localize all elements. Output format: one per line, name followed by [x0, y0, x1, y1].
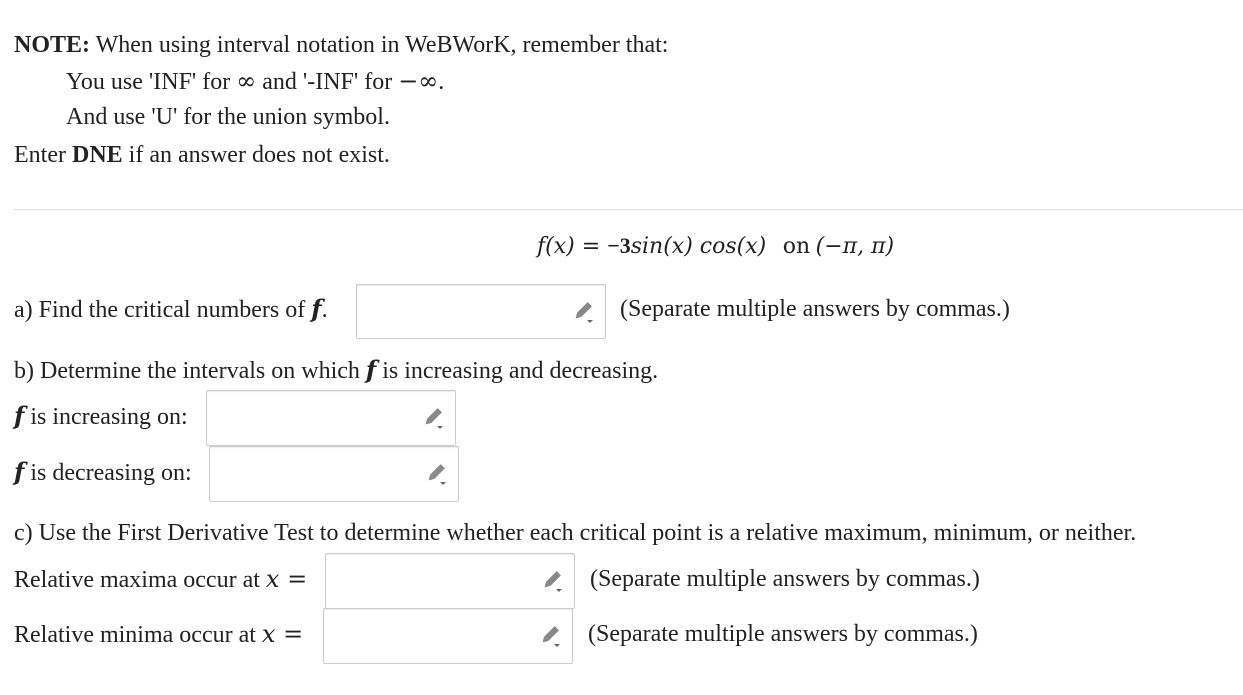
increasing-text: is increasing on:	[24, 404, 188, 430]
maxima-label	[14, 564, 307, 595]
part-b-prompt	[14, 355, 658, 386]
formula-lhs: (x) =	[545, 234, 608, 259]
part-b-text-a: b) Determine the intervals on which	[14, 358, 366, 384]
pencil-icon[interactable]	[538, 568, 564, 594]
relative-minima-input[interactable]	[323, 608, 573, 664]
increasing-input[interactable]	[206, 390, 456, 446]
formula-f: f	[537, 234, 546, 259]
part-a-f: f	[311, 294, 322, 323]
note-label: NOTE:	[14, 32, 91, 58]
maxima-text: Relative maxima occur at	[14, 567, 266, 593]
minima-text: Relative minima occur at	[14, 622, 262, 648]
maxima-x-eq: x =	[265, 565, 308, 593]
note-inf-line	[66, 66, 444, 97]
decreasing-text: is decreasing on:	[24, 460, 192, 486]
neg-infinity-symbol: −∞	[398, 67, 439, 95]
decreasing-f: f	[14, 457, 25, 486]
formula-interval: (−π, π)	[815, 234, 895, 259]
function-formula	[537, 230, 894, 263]
formula-on: on	[782, 234, 811, 259]
inf-text-c: .	[438, 69, 445, 95]
part-a-hint: (Separate multiple answers by commas.)	[620, 296, 1010, 322]
formula-trig: sin(x) cos(x)	[630, 234, 767, 259]
pencil-icon[interactable]	[419, 405, 445, 431]
decreasing-label	[14, 457, 192, 488]
note-union-line: And use 'U' for the union symbol.	[66, 104, 390, 130]
part-c-prompt: c) Use the First Derivative Test to determine whether each critical point is a relative maximum, minimum, or neither.	[14, 520, 1137, 546]
relative-maxima-input[interactable]	[325, 553, 575, 609]
pencil-icon[interactable]	[422, 461, 448, 487]
note-text: When using interval notation in WeBWorK, remember that:	[90, 32, 669, 58]
dne-keyword: DNE	[71, 142, 123, 168]
part-b-f: f	[365, 355, 377, 384]
decreasing-input[interactable]	[209, 446, 459, 502]
increasing-f: f	[14, 401, 25, 430]
critical-numbers-input[interactable]	[356, 284, 606, 339]
dne-line	[14, 140, 390, 170]
pencil-icon[interactable]	[536, 623, 562, 649]
inf-text-b: and '-INF' for	[256, 69, 399, 95]
increasing-label	[14, 401, 188, 432]
dne-post: if an answer does not exist.	[122, 142, 390, 168]
part-b-text-b: is increasing and decreasing.	[376, 358, 659, 384]
dne-pre: Enter	[14, 142, 72, 168]
section-divider	[14, 209, 1243, 210]
minima-hint: (Separate multiple answers by commas.)	[588, 621, 978, 647]
formula-coef: −3	[607, 233, 631, 258]
part-a-suffix: .	[321, 297, 328, 323]
part-a-prefix: a) Find the critical numbers of	[14, 297, 312, 323]
inf-text-a: You use 'INF' for	[66, 69, 237, 95]
part-a-prompt	[14, 294, 328, 325]
note-line	[14, 30, 668, 60]
pencil-icon[interactable]	[569, 299, 595, 325]
maxima-hint: (Separate multiple answers by commas.)	[590, 566, 980, 592]
minima-x-eq: x =	[261, 620, 304, 648]
minima-label	[14, 619, 303, 650]
infinity-symbol: ∞	[236, 67, 257, 95]
